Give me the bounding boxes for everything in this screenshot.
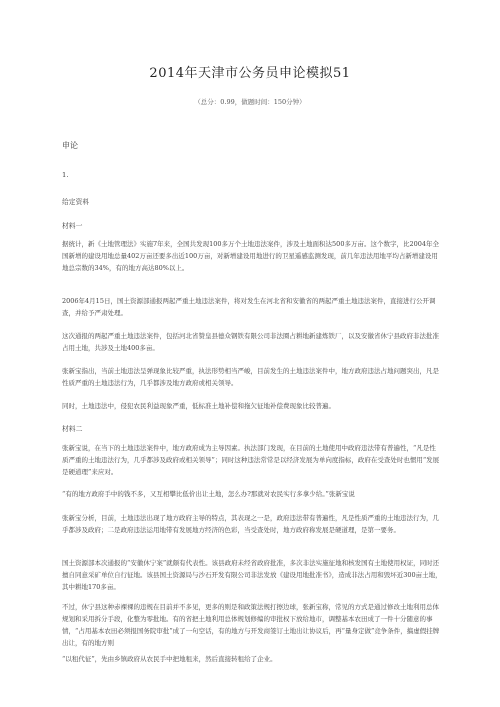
material-1-paragraph bbox=[62, 400, 442, 412]
material-2-paragraph bbox=[62, 601, 442, 649]
paragraph: “有的地方政府手中的钱不多，又互相攀比低价出让土地，怎么办?那就对农民实行多拿少给。”张新宝说 bbox=[62, 490, 355, 498]
paragraph: 不过，休宁县这种赤裸裸的违规在目前并不多见，更多的则是和政策法规打擦边球，张新宝称，常见的方式是通过修改土地利用总体规划和采用拆分手段，化整为零批地。有的省把土地利用总体规划修编的审批权下放给地市，调整基本农田成了一件十分随意的事情，“占用基本农田必须报国务院审批”成了一句空话，有的地方与开发商签订土地出让协议后，再“量身定做”竞争条件，搞虚假挂牌出让，有的地方则 bbox=[62, 603, 440, 647]
paragraph: 据统计，新《土地管理法》实施7年来，全国共发现100多万个土地违法案件，涉及土地面积达500多万亩。这个数字，比2004年全国新增的建设用地总量402万亩还要多出近100万亩，对新增建设用地进行的卫星遥感监测发现，前几年违法用地平均占新增建设用地总宗数的34%，有的地方高达80%以上。 bbox=[62, 240, 439, 272]
material-1-paragraph bbox=[62, 238, 442, 274]
material-2-paragraph bbox=[62, 557, 442, 593]
given-material-label: 给定资料 bbox=[62, 198, 90, 206]
question-number: 1. bbox=[62, 171, 69, 179]
material-2-paragraph bbox=[62, 512, 442, 536]
section-heading: 申论 bbox=[62, 141, 78, 150]
material-2-paragraph bbox=[62, 653, 442, 665]
paragraph: 国土资源部本次通报的“安徽休宁案”就颇有代表性。该县政府未经省政府批准，多次非法实施征地和核发国有土地使用权证，同时还擅自同意采矿单位自行征地。该县国土资源局与沙石开发有限公司非法发放《建设用地批准书》，造成非法占用和毁坏近300亩土地，其中耕地170多亩。 bbox=[62, 559, 442, 591]
paragraph: 张新宝说，在当下的土地违法案件中，地方政府成为主导因素。执法部门发现，在目前的土地使用中政府违法带有普遍性，“凡是性质严重的土地违法行为，几乎都涉及政府或相关领导”；同时这种违法常常是以经济发展为单向度指标，政府在受查处时也惯用“发展是硬道理”来应对。 bbox=[62, 444, 440, 476]
material-1-paragraph bbox=[62, 365, 442, 389]
paragraph: 这次通报的两起严重土地违法案件，包括河北省赞皇县德众钢铁有限公司非法圈占耕地新建炼铁厂，以及安徽省休宁县政府非法批准占用土地，共涉及土地400多亩。 bbox=[62, 332, 439, 352]
material-2-paragraph bbox=[62, 488, 442, 500]
paragraph: 张新宝分析，目前，土地违法出现了地方政府主导的特点，其表现之一是，政府违法带有普遍性，凡是性质严重的土地违法行为，几乎都涉及政府；二是政府违法运用地带有发展地方经济的色彩，当受查处时，地方政府称发展是硬道理，是第一要务。 bbox=[62, 514, 439, 534]
paragraph: 同时，土地违法中，侵犯农民利益现象严重，低标准土地补偿和拖欠征地补偿费现象比较普遍。 bbox=[62, 402, 335, 410]
document-title: 2014年天津市公务员申论模拟51 bbox=[149, 66, 351, 81]
material-1-paragraph bbox=[62, 295, 442, 319]
exam-meta: （总分：0.99，做题时间：150分钟） bbox=[194, 98, 306, 106]
paragraph: 2006年4月15日，国土资源部通报两起严重土地违法案件，将对发生在河北省和安徽省的两起严重土地违法案件，直接进行公开调查，并给予严肃处理。 bbox=[62, 297, 436, 317]
paragraph: 张新宝指出，当前土地违法呈弹现象比较严重，执法形势相当严峻，目前发生的土地违法案件中，地方政府违法占地问题突出，凡是性质严重的土地违法行为，几乎都涉及地方政府或相关领导。 bbox=[62, 367, 439, 387]
material-1-paragraph bbox=[62, 330, 442, 354]
material-1-label: 材料一 bbox=[62, 222, 83, 230]
material-2-label: 材料二 bbox=[62, 425, 83, 433]
paragraph: “以租代征”，先由乡镇政府从农民手中把地租来，然后直接转租给了企业。 bbox=[62, 655, 277, 663]
material-2-paragraph bbox=[62, 442, 442, 478]
